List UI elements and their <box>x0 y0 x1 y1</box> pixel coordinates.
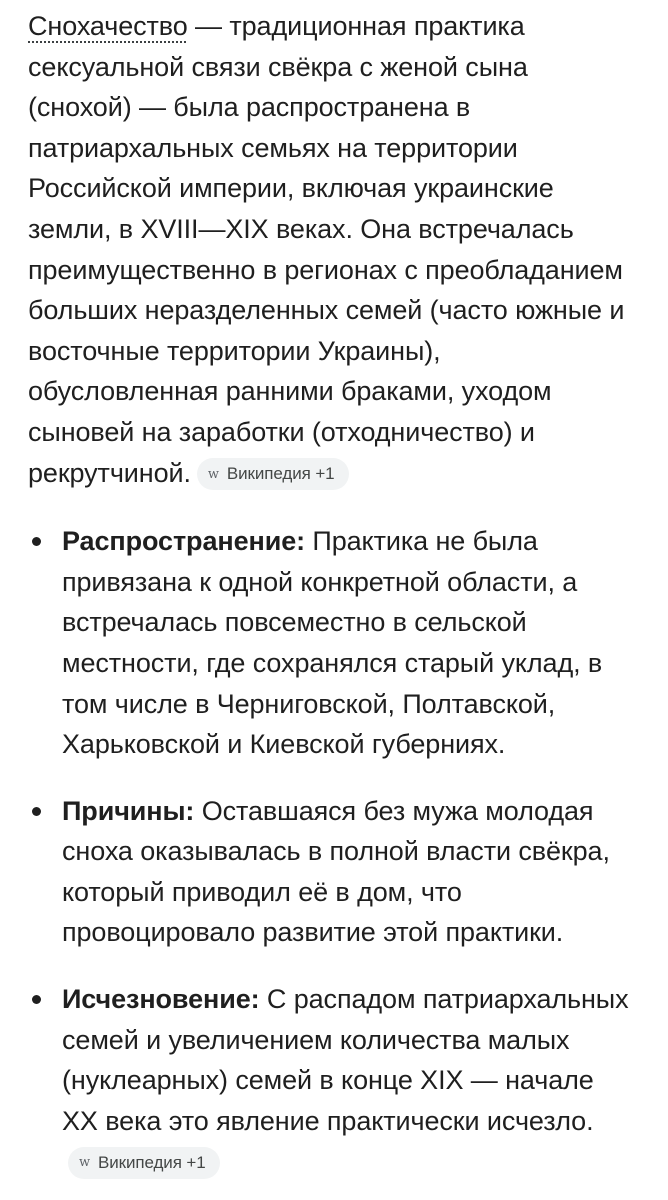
intro-text: — традиционная практика сексуальной связи свёкра с женой сына (снохой) — была распространена в патриархальных семьях на территории Российской империи, включая украинские земли, в XVIII—XIX веках. Она встречалась преимущественно в регионах с преобладанием больших неразделенных семей (часто южные и восточные территории Украины), обусловленная ранними браками, уходом сыновей на заработки (отходничество) и рекрутчиной. <box>28 11 625 488</box>
bullet-text: Практика не была привязана к одной конкретной области, а встречалась повсеместно в сельской местности, где сохранялся старый уклад, в том числе в Черниговской, Полтавской, Харьковской и Киевской губерниях. <box>62 526 603 760</box>
source-chip-label: Википедия +1 <box>226 464 335 484</box>
wikipedia-icon: w <box>207 466 219 482</box>
bullet-text: Оставшаяся без мужа молодая сноха оказывалась в полной власти свёкра, который приводил её в дом, что провоцировало развитие этой практики. <box>62 795 610 948</box>
bullet-item-disappearance <box>28 979 634 1182</box>
wikipedia-icon: w <box>79 1155 91 1171</box>
source-chip-wikipedia[interactable] <box>197 458 349 490</box>
bullet-item-causes <box>28 791 634 953</box>
bullet-dot <box>32 995 41 1004</box>
bullet-list <box>28 521 634 1182</box>
bullet-dot <box>32 537 41 546</box>
term-link[interactable]: Снохачество <box>28 11 188 41</box>
bullet-title: Причины: <box>62 795 195 826</box>
bullet-dot <box>32 807 41 816</box>
bullet-title: Исчезновение: <box>62 984 260 1015</box>
source-chip-wikipedia[interactable] <box>68 1147 220 1179</box>
intro-paragraph <box>28 6 634 493</box>
source-chip-label: Википедия +1 <box>98 1152 206 1172</box>
bullet-item-spread <box>28 521 634 765</box>
bullet-title: Распространение: <box>62 526 306 557</box>
bullet-text: С распадом патриархальных семей и увеличением количества малых (нуклеарных) семей в конце XIX — начале XX века это явление практически исчезло. <box>62 984 629 1136</box>
